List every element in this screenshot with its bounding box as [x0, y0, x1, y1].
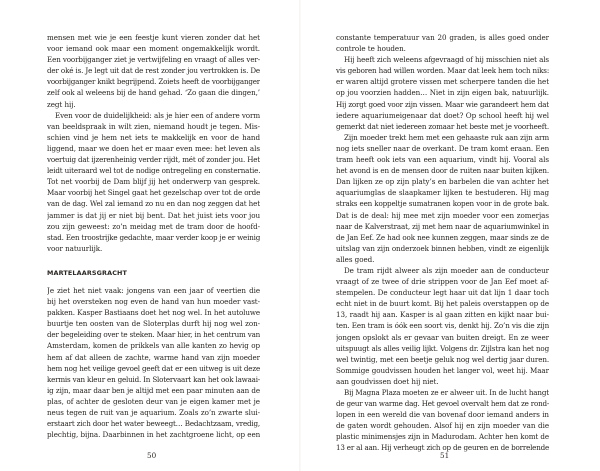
text-line: jongen opslokt als er gevaar van buiten dreigt. En ze weer [336, 332, 549, 342]
right-page [300, 0, 600, 471]
text-line: Dat is de deal: hij mee met zijn moeder voor een zomerjas [336, 210, 549, 220]
text-line: Sommige goudvissen houden het langer vol, weet hij. Maar [336, 365, 549, 375]
text-line: liggend, maar we doen het er maar even mee: het leven als [47, 143, 260, 153]
text-line: hem nog het veilige gevoel geeft dat er een uitweg is uit deze [47, 363, 260, 373]
text-line: plastic minimensjes zijn in Madurodam. Achter hen komt de [336, 432, 549, 442]
text-line: uitspuugt als alles veilig lijkt. Volgens dr. Zijlstra kan het nog [336, 343, 549, 353]
text-line: voor natuurlijk. [47, 243, 103, 253]
text-line: Je ziet het niet vaak: jongens van een jaar of veertien die [47, 285, 260, 295]
text-line: Bij Magna Plaza moeten ze er alweer uit. In de lucht hangt [344, 388, 549, 397]
text-line: aquariumglas de slaapkamer lijken te bestuderen. Hij mag [336, 188, 549, 198]
text-line: De tram rijdt alweer als zijn moeder aan de conducteur [344, 265, 549, 275]
text-line: plas, of achter de gesloten deur van je eigen kamer met je [47, 396, 260, 406]
text-line: Een voorbijganger ziet je vertwijfeling en vraagt of alles ver- [47, 55, 260, 65]
text-line: wel twintig, met een beetje geluk nog wel dertig jaar duren. [336, 354, 549, 364]
text-line: Maar voorbij het Singel gaat het gezelschap over tot de orde [47, 188, 260, 198]
text-line: kermis van kleur en geluid. In Slotervaart kan het ook lawaai- [47, 374, 260, 384]
text-line: Hij heeft zich weleens afgevraagd of hij misschien niet als [344, 55, 549, 65]
page-number: 51 [440, 451, 450, 460]
text-line: zelf ook al weleens bij de hand gehad. ‘Zo gaan die dingen,’ [47, 88, 260, 98]
text-line: voertuig dat ijzerenheinig verder rijdt, mét of zonder jou. Het [47, 155, 260, 165]
text-line: lopen in een wereld die van bovenaf door iemand anders in [336, 410, 549, 420]
text-line: 13, raadt hij aan. Kasper is al gaan zitten en kijkt naar bui- [336, 310, 549, 320]
text-line: voor iemand ook maar een moment ongemakkelijk wordt. [47, 44, 260, 54]
text-line: echt niet in de buurt komt. Bij het paleis overstappen op de [336, 299, 549, 309]
text-line: Dan lijken ze op zijn platy’s en barbelen die van achter het [336, 177, 549, 187]
text-line: schien vind je hem net iets te makkelijk en voor de hand [47, 132, 260, 142]
text-line: vis geboren had willen worden. Maar dat leek hem toch niks: [336, 66, 549, 76]
section-heading: MARTELAARSGRACHT [47, 268, 128, 277]
section-break [47, 254, 260, 268]
text-line: erstaart zich door het water beweegt… Bedachtzaam, vredig, [47, 419, 260, 429]
text-line: straks een koppeltje sumatranen kopen voor in de grote bak. [336, 199, 549, 209]
text-line: de Jan Eef. Ze had ook nee kunnen zeggen, maar sinds ze de [336, 232, 549, 242]
text-line: de gaten wordt gehouden. Alsof hij en zijn moeder van die [336, 421, 549, 431]
text-line: nog iets sneller naar de overkant. De tram komt eraan. Een [336, 143, 549, 153]
text-line: buurtje ten oosten van de Sloterplas durft hij nog wel zon- [47, 319, 260, 329]
text-line: der begeleiding over te steken. Maar hier, in het centrum van [47, 330, 260, 340]
text-line: constante temperatuur van 20 graden, is alles goed onder [336, 33, 549, 42]
text-line: iedere aquariumeigenaar dat doet? Op school heeft hij wel [336, 110, 549, 120]
text-line: Zijn moeder trekt hem met een gehaaste ruk aan zijn arm [344, 132, 549, 142]
text-line: tram heeft ook iets van een aquarium, vindt hij. Vooral als [336, 155, 549, 165]
text-line: Hij zorgt goed voor zijn vissen. Maar wie garandeert hem dat [336, 99, 549, 109]
text-line: alles goed. [336, 254, 375, 264]
text-line: der oké is. Je legt uit dat de rest zonder jou vertrokken is. De [47, 66, 260, 76]
text-line: hem af dat alleen de zachte, warme hand van zijn moeder [47, 352, 260, 362]
text-line: het avond is en de mensen door de ruiten naar buiten kijken. [336, 166, 549, 176]
text-line: vraagt of ze twee of drie strippen voor de Jan Eef moet af- [336, 277, 549, 287]
text-line: de geur van warme dag. Het gevoel overvalt hem dat ze rond- [336, 399, 549, 409]
text-line: naar de Kalverstraat, zij met hem naar de aquariumwinkel in [336, 221, 549, 231]
text-line: stempelen. De conducteur legt haar uit dat lijn 1 daar toch [336, 288, 549, 298]
text-line: aan goudvissen doet hij niet. [336, 376, 439, 386]
text-line: bij het oversteken nog even de hand van hun moeder vast- [47, 297, 260, 307]
text-line: mensen met wie je een feestje kunt vieren zonder dat het [47, 33, 260, 42]
text-line: ig zijn, maar daar ben je altijd met een paar minuten aan de [47, 385, 260, 395]
text-line: van beeldspraak in wilt zien, niemand houdt je tegen. Mis- [47, 121, 260, 131]
text-line: neus tegen de ruit van je aquarium. Zoals zo’n zwarte slui- [47, 408, 260, 417]
text-line: pakken. Kasper Bastiaans doet het nog wel. In het autoluwe [47, 308, 260, 318]
text-line: leidt uiteraard wel tot de nodige ontregeling en consternatie. [47, 166, 260, 176]
text-line: controle te houden. [336, 44, 406, 54]
text-line: 13 er al aan. Hij verheugt zich op de geuren en de borrelende [336, 443, 549, 453]
text-line: er waren altijd grotere vissen met scherpere tanden die het [336, 77, 549, 87]
text-line: voorbijganger knikt begrijpend. Zoiets heeft de voorbijganger [47, 77, 260, 87]
text-line: plechtig, bijna. Daarbinnen in het zachtgroene licht, op een [47, 430, 260, 440]
text-line: Amsterdam, komen de prikkels van alle kanten zo hevig op [47, 341, 260, 351]
text-line: zegt hij. [47, 99, 76, 109]
text-line: op jou voorzien hadden… Niet in zijn eigen bak, natuurlijk. [336, 88, 549, 98]
page-number: 50 [147, 451, 157, 460]
left-page-text [47, 32, 260, 440]
text-line: stad. Een troostrijke gedachte, maar verder koop je er weinig [47, 232, 260, 242]
text-line: Even voor de duidelijkheid: als je hier een of andere vorm [55, 110, 260, 120]
text-line: jammer is dat jij er niet bij bent. Dat het juist iets voor jou [47, 210, 260, 220]
text-line: van de dag. Wel zal iemand zo nu en dan nog zeggen dat het [47, 199, 260, 209]
text-line: uitslag van zijn onderzoek binnen hebben, vindt ze eigenlijk [336, 243, 549, 253]
text-line: Tot net voorbij de Dam blijf jij het onderwerp van gesprek. [47, 177, 260, 187]
text-line: gemerkt dat niet iedereen zomaar het beste met je voorheeft. [336, 121, 549, 131]
right-page-text [336, 32, 549, 454]
text-line: zou zijn geweest: zo’n meidag met de tram door de hoofd- [47, 221, 260, 231]
text-line: ten. Een tram is óók een soort vis, denkt hij. Zo’n vis die zijn [336, 321, 549, 331]
